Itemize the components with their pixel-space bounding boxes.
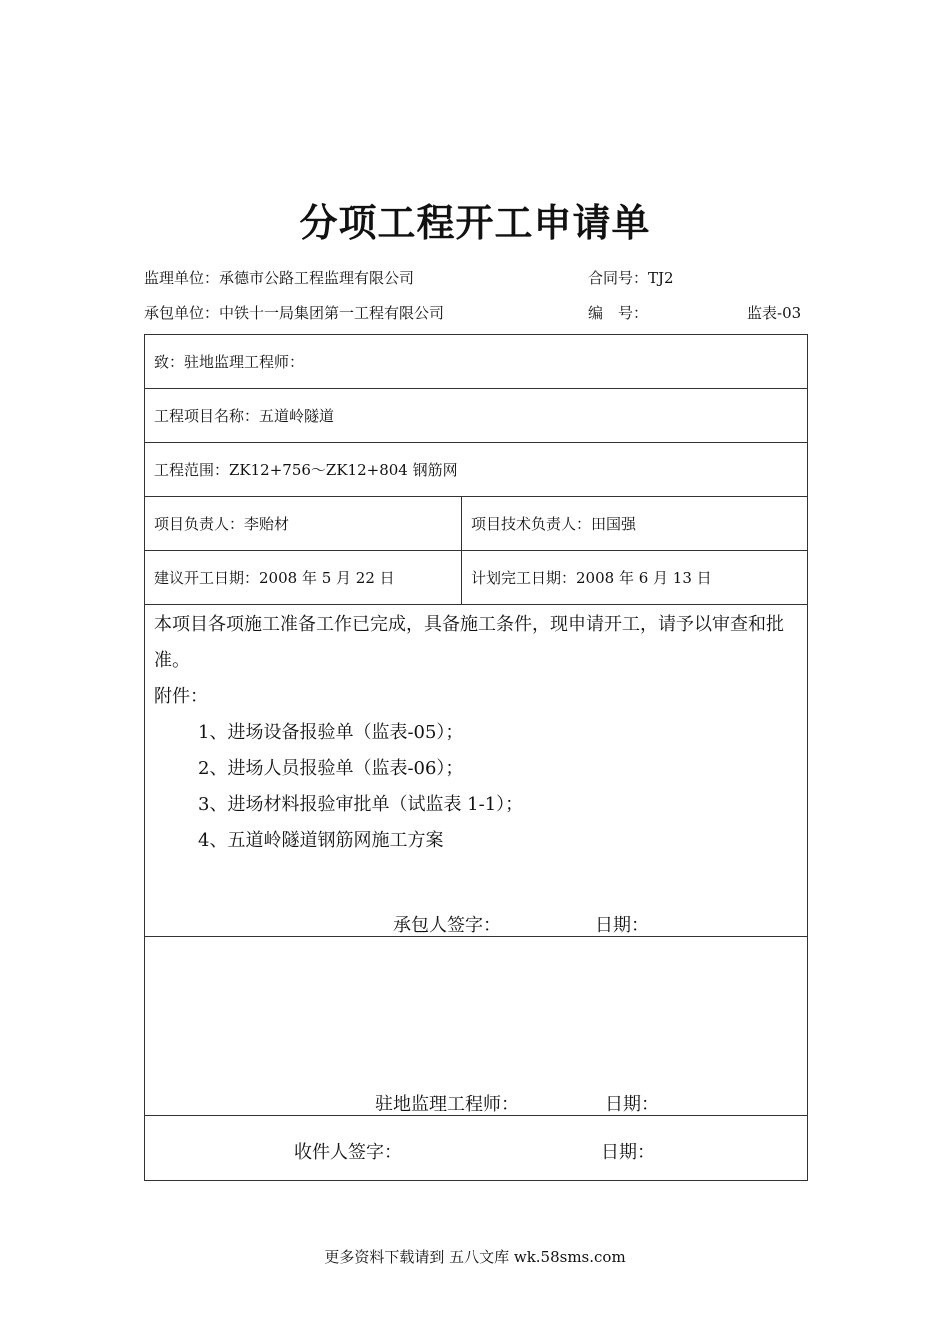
attachment-item: 3、进场材料报验审批单（试监表 1-1）； — [198, 794, 524, 815]
attachment-item: 1、进场设备报验单（监表-05）； — [198, 722, 464, 743]
contractor-unit: 承包单位：中铁十一局集团第一工程有限公司 — [144, 304, 445, 322]
addressee-cell: 致：驻地监理工程师： — [145, 335, 808, 389]
application-statement: 本项目各项施工准备工作已完成，具备施工条件，现申请开工，请予以审查和批准。 — [154, 614, 784, 671]
supervision-unit: 监理单位：承德市公路工程监理有限公司 — [144, 269, 415, 287]
receiver-date-label: 日期： — [601, 1142, 655, 1163]
document-title: 分项工程开工申请单 — [299, 200, 651, 245]
planned-finish-date-cell: 计划完工日期：2008 年 6 月 13 日 — [462, 551, 808, 605]
receiver-cell — [145, 1116, 808, 1181]
project-manager-cell: 项目负责人：李贻材 — [145, 497, 462, 551]
engineer-review-cell — [145, 937, 808, 1116]
attachment-item: 2、进场人员报验单（监表-06）； — [198, 758, 464, 779]
receiver-signature-label: 收件人签字： — [294, 1142, 402, 1163]
tech-manager-cell: 项目技术负责人：田国强 — [462, 497, 808, 551]
serial-number-label: 编 号： — [588, 304, 649, 322]
contract-number: 合同号：TJ2 — [588, 269, 674, 287]
proposed-start-date-cell: 建议开工日期：2008 年 5 月 22 日 — [145, 551, 462, 605]
application-form-table — [144, 334, 808, 1181]
contractor-date-label: 日期： — [595, 915, 649, 936]
project-name-cell: 工程项目名称：五道岭隧道 — [145, 389, 808, 443]
engineer-signature-label: 驻地监理工程师： — [375, 1094, 519, 1115]
engineer-date-label: 日期： — [605, 1094, 659, 1115]
attachments-label: 附件： — [154, 686, 208, 707]
contractor-signature-label: 承包人签字： — [393, 915, 501, 936]
application-statement-cell — [145, 605, 808, 937]
footer-text: 更多资料下载请到 五八文库 wk.58sms.com — [324, 1248, 626, 1266]
attachment-item: 4、五道岭隧道钢筋网施工方案 — [198, 830, 444, 851]
form-code: 监表-03 — [747, 304, 802, 322]
work-scope-cell: 工程范围：ZK12+756～ZK12+804 钢筋网 — [145, 443, 808, 497]
